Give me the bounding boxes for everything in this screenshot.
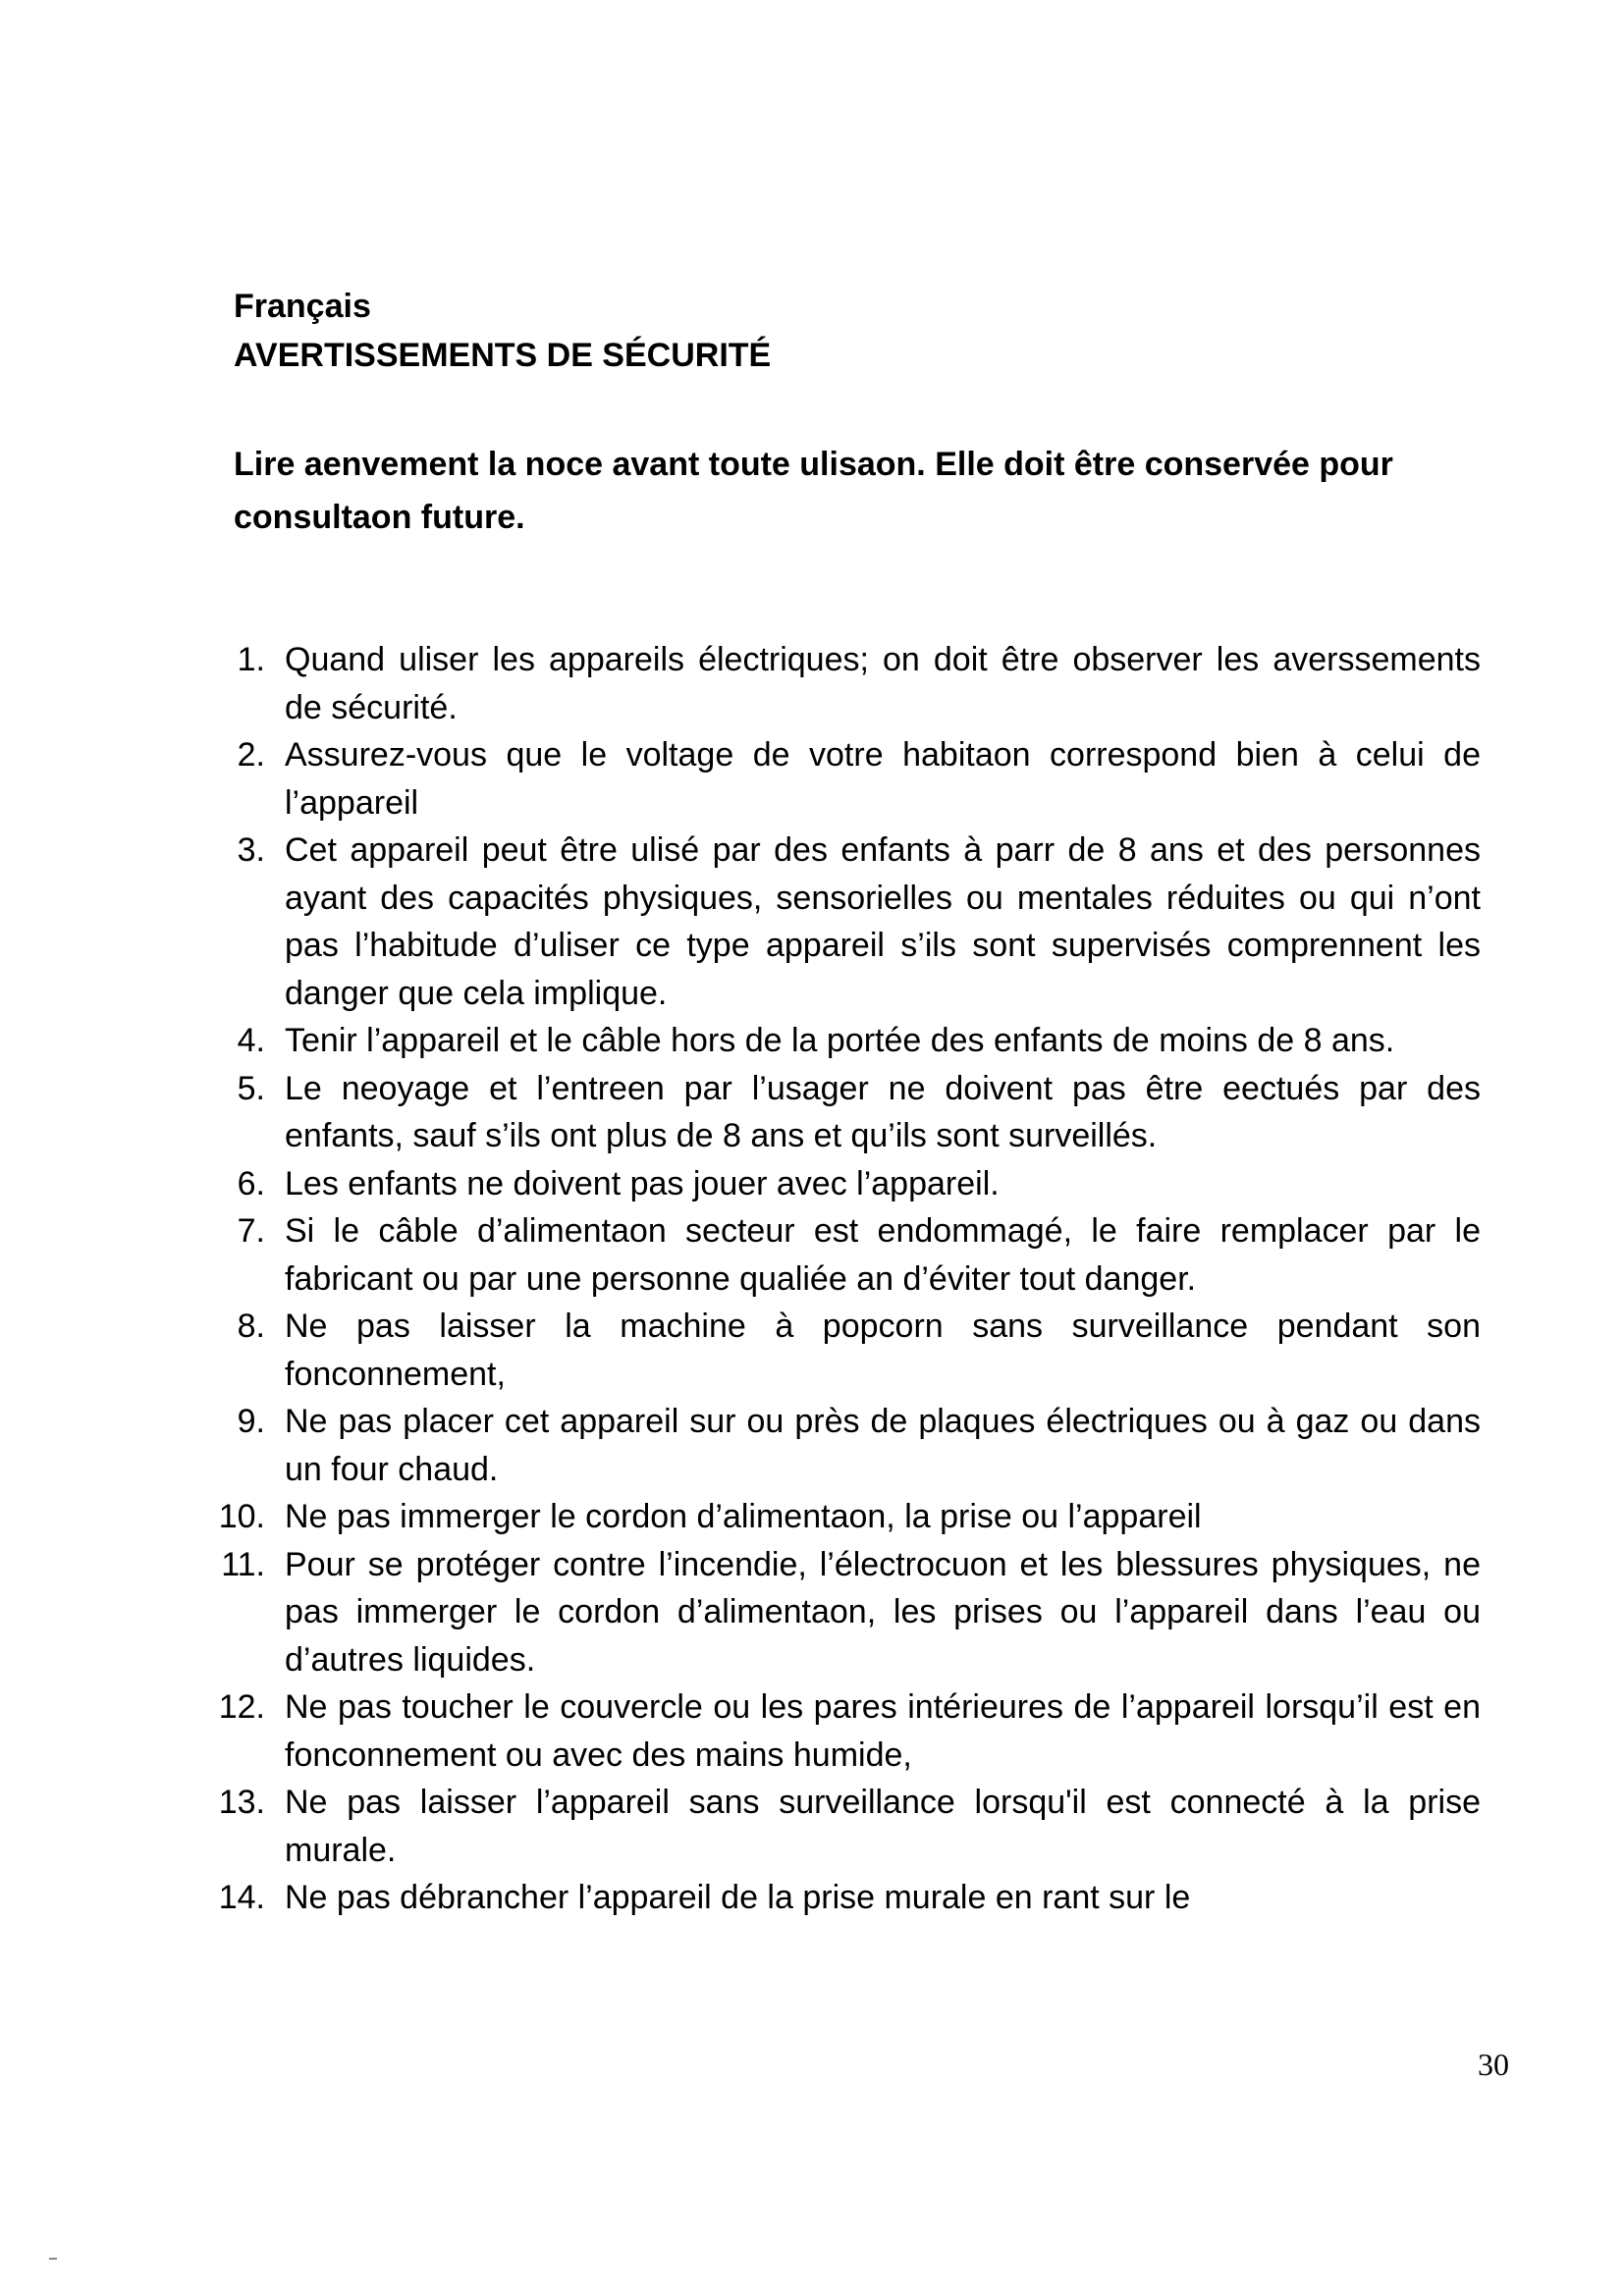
warning-item: [214, 1493, 1481, 1541]
warning-number: 11.: [221, 1545, 265, 1583]
warning-text: Quand uliser les appareils électriques; on doit être observer les averssements de sécurité.: [285, 641, 1481, 726]
warning-item: [214, 1874, 1481, 1922]
warning-item: [214, 1683, 1481, 1779]
warning-number: 12.: [218, 1688, 265, 1726]
warning-item: [214, 731, 1481, 827]
warning-item: [214, 1303, 1481, 1398]
scan-mark: [49, 2258, 57, 2260]
warning-number: 1.: [237, 641, 265, 678]
warning-text: Les enfants ne doivent pas jouer avec l’appareil.: [285, 1164, 1000, 1202]
warning-item: [214, 1207, 1481, 1303]
warning-number: 8.: [237, 1308, 265, 1345]
warning-item: [214, 1065, 1481, 1160]
warning-text: Ne pas laisser la machine à popcorn sans surveillance pendant son fonconnement,: [285, 1308, 1481, 1393]
warning-text: Ne pas laisser l’appareil sans surveillance lorsqu'il est connecté à la prise murale.: [285, 1784, 1481, 1869]
warning-item: [214, 1398, 1481, 1493]
warning-text: Pour se protéger contre l’incendie, l’électrocuon et les blessures physiques, ne pas immerger le cordon d’alimentaon, les prises ou l’appareil dans l’eau ou d’autres liquides.: [285, 1545, 1481, 1679]
warning-text: Ne pas placer cet appareil sur ou près de plaques électriques ou à gaz ou dans un four chaud.: [285, 1403, 1481, 1488]
warning-number: 9.: [237, 1403, 265, 1440]
warning-text: Assurez-vous que le voltage de votre habitaon correspond bien à celui de l’appareil: [285, 736, 1481, 822]
warning-number: 7.: [237, 1212, 265, 1250]
warning-item: [214, 1160, 1481, 1208]
warning-text: Si le câble d’alimentaon secteur est endommagé, le faire remplacer par le fabricant ou par une personne qualiée an d’éviter tout danger.: [285, 1212, 1481, 1298]
warning-item: [214, 1541, 1481, 1684]
warning-item: [214, 827, 1481, 1017]
warning-item: [214, 636, 1481, 731]
warning-text: Tenir l’appareil et le câble hors de la portée des enfants de moins de 8 ans.: [285, 1022, 1395, 1059]
warning-number: 6.: [237, 1164, 265, 1202]
warning-text: Le neoyage et l’entreen par l’usager ne doivent pas être eectués par des enfants, sauf s’ils ont plus de 8 ans et qu’ils sont surveillés.: [285, 1069, 1481, 1154]
warning-text: Ne pas toucher le couvercle ou les pares intérieures de l’appareil lorsqu’il est en fonconnement ou avec des mains humide,: [285, 1688, 1481, 1774]
warning-number: 5.: [237, 1069, 265, 1107]
language-heading: Français: [234, 288, 371, 325]
page-number: 30: [1478, 2047, 1509, 2082]
warning-text: Cet appareil peut être ulisé par des enfants à parr de 8 ans et des personnes ayant des capacités physiques, sensorielles ou mentales réduites ou qui n’ont pas l’habitude d’uliser ce type appareil s’ils sont supervisés comprennent les danger que cela implique.: [285, 831, 1481, 1012]
warning-number: 10.: [218, 1498, 265, 1535]
warning-text: Ne pas immerger le cordon d’alimentaon, la prise ou l’appareil: [285, 1498, 1202, 1535]
warning-number: 14.: [218, 1879, 265, 1916]
warning-number: 13.: [218, 1784, 265, 1821]
warning-item: [214, 1017, 1481, 1065]
warning-number: 2.: [237, 736, 265, 774]
warning-item: [214, 1779, 1481, 1874]
warning-number: 3.: [237, 831, 265, 869]
safety-warnings-heading: AVERTISSEMENTS DE SÉCURITÉ: [234, 337, 772, 374]
warning-number: 4.: [237, 1022, 265, 1059]
warning-text: Ne pas débrancher l’appareil de la prise murale en rant sur le: [285, 1879, 1191, 1916]
safety-warnings-list: [214, 636, 1481, 1922]
intro-paragraph: Lire aenvement la noce avant toute ulisaon. Elle doit être conservée pour consultaon future.: [234, 446, 1393, 536]
